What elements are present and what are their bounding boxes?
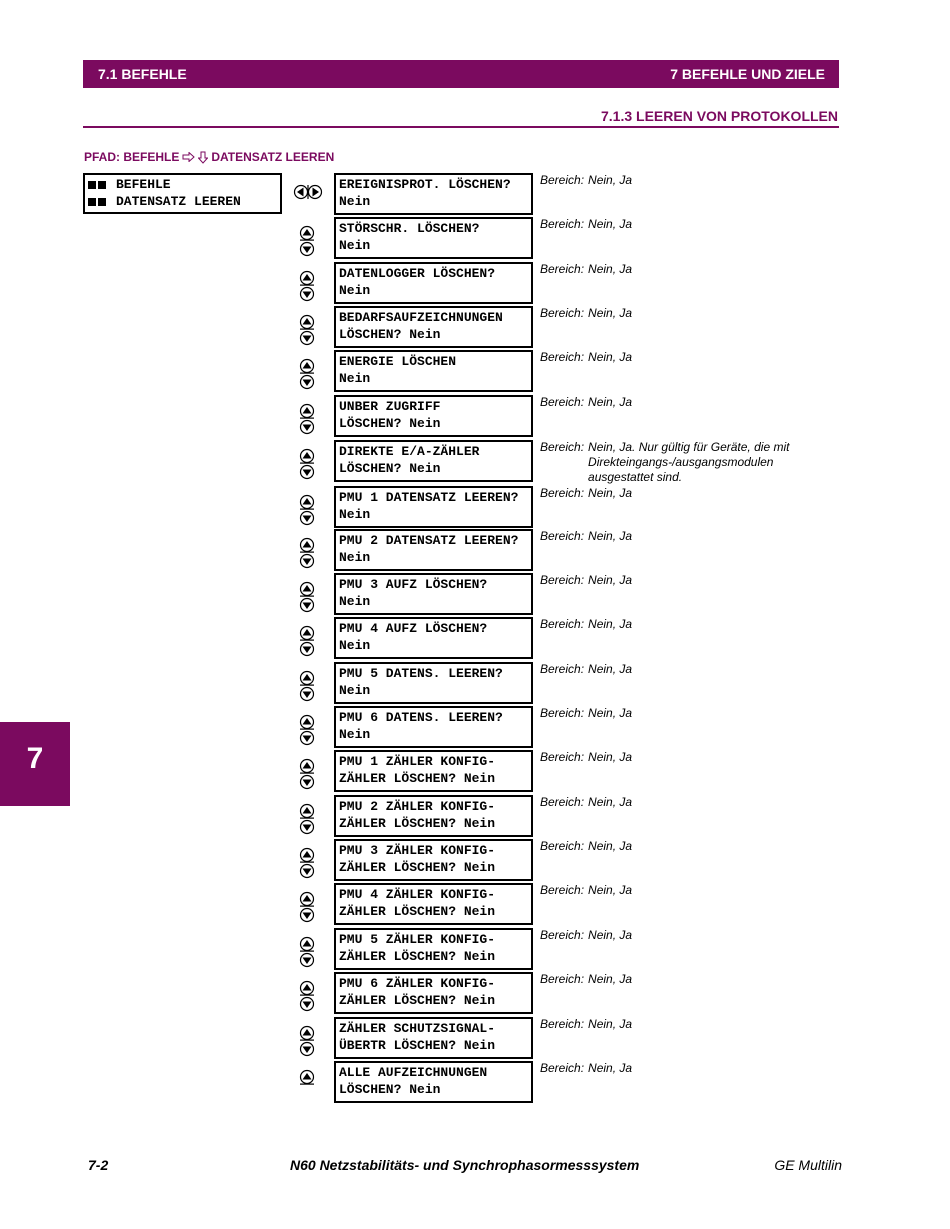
nav-up-down[interactable] xyxy=(299,448,315,480)
footer-page-number: 7-2 xyxy=(88,1157,109,1173)
up-down-arrow-icon xyxy=(299,1025,315,1057)
menu-line-2 xyxy=(88,193,280,210)
up-down-arrow-icon xyxy=(299,358,315,390)
range-value: Nein, Ja xyxy=(588,1017,633,1031)
range-label: Bereich: xyxy=(540,706,585,720)
nav-up-down[interactable] xyxy=(299,270,315,302)
nav-up-down[interactable] xyxy=(299,625,315,657)
setting-line-1: PMU 3 AUFZ LÖSCHEN? xyxy=(339,577,488,592)
range-label: Bereich: xyxy=(540,1061,585,1075)
arrow-down-icon xyxy=(198,151,208,164)
setting-display[interactable] xyxy=(334,795,533,837)
range-value: Nein, Ja xyxy=(588,1061,633,1075)
setting-display[interactable] xyxy=(334,839,533,881)
setting-line-2: LÖSCHEN? Nein xyxy=(339,416,441,431)
setting-line-2: Nein xyxy=(339,727,371,742)
setting-range xyxy=(540,486,800,501)
range-value: Nein, Ja xyxy=(588,883,633,897)
setting-line-2: ZÄHLER LÖSCHEN? Nein xyxy=(339,860,496,875)
breadcrumb-path xyxy=(84,150,334,164)
setting-line-1: ENERGIE LÖSCHEN xyxy=(339,354,457,369)
menu-marker-icon xyxy=(98,181,106,189)
setting-display[interactable] xyxy=(334,486,533,528)
setting-line-2: Nein xyxy=(339,371,371,386)
setting-line-1: UNBER ZUGRIFF xyxy=(339,399,441,414)
setting-range xyxy=(540,750,800,765)
range-label: Bereich: xyxy=(540,217,585,231)
setting-range xyxy=(540,617,800,632)
range-value: Nein, Ja xyxy=(588,928,633,942)
up-down-arrow-icon xyxy=(299,225,315,257)
up-down-arrow-icon xyxy=(299,758,315,790)
setting-line-1: PMU 6 DATENS. LEEREN? xyxy=(339,710,503,725)
range-label: Bereich: xyxy=(540,617,585,631)
range-value: Nein, Ja xyxy=(588,217,633,231)
setting-range xyxy=(540,928,800,943)
setting-display[interactable] xyxy=(334,972,533,1014)
range-value: Nein, Ja xyxy=(588,662,633,676)
range-label: Bereich: xyxy=(540,573,585,587)
left-right-arrow-icon xyxy=(293,184,323,200)
setting-line-2: LÖSCHEN? Nein xyxy=(339,1082,441,1097)
setting-display[interactable] xyxy=(334,306,533,348)
range-value: Nein, Ja xyxy=(588,795,633,809)
up-down-arrow-icon xyxy=(299,980,315,1012)
setting-range xyxy=(540,839,800,854)
up-down-arrow-icon xyxy=(299,494,315,526)
range-label: Bereich: xyxy=(540,529,585,543)
nav-up-down[interactable] xyxy=(299,936,315,968)
up-down-arrow-icon xyxy=(299,714,315,746)
menu-header-box[interactable] xyxy=(83,173,282,214)
setting-display[interactable] xyxy=(334,440,533,482)
setting-line-1: PMU 1 DATENSATZ LEEREN? xyxy=(339,490,519,505)
nav-up-down[interactable] xyxy=(299,581,315,613)
setting-line-2: ZÄHLER LÖSCHEN? Nein xyxy=(339,771,496,786)
setting-display[interactable] xyxy=(334,928,533,970)
range-label: Bereich: xyxy=(540,883,585,897)
nav-up-down[interactable] xyxy=(299,225,315,257)
setting-line-1: PMU 2 DATENSATZ LEEREN? xyxy=(339,533,519,548)
setting-display[interactable] xyxy=(334,1061,533,1103)
range-label: Bereich: xyxy=(540,662,585,676)
setting-line-2: ZÄHLER LÖSCHEN? Nein xyxy=(339,904,496,919)
setting-line-1: DIREKTE E/A-ZÄHLER xyxy=(339,444,480,459)
setting-range xyxy=(540,217,800,232)
setting-range xyxy=(540,573,800,588)
nav-up-down[interactable] xyxy=(299,1025,315,1057)
range-label: Bereich: xyxy=(540,972,585,986)
setting-range xyxy=(540,173,800,188)
up-down-arrow-icon xyxy=(299,448,315,480)
range-value: Nein, Ja xyxy=(588,529,633,543)
nav-up-down[interactable] xyxy=(299,758,315,790)
setting-line-1: PMU 3 ZÄHLER KONFIG- xyxy=(339,843,496,858)
setting-display[interactable] xyxy=(334,262,533,304)
setting-line-2: ZÄHLER LÖSCHEN? Nein xyxy=(339,993,496,1008)
range-label: Bereich: xyxy=(540,395,585,409)
menu-marker-icon xyxy=(98,198,106,206)
range-value: Nein, Ja xyxy=(588,750,633,764)
setting-range xyxy=(540,262,800,277)
header-chapter-left: 7.1 BEFEHLE xyxy=(98,66,187,82)
nav-up-down[interactable] xyxy=(299,847,315,879)
footer-brand: GE Multilin xyxy=(774,1157,842,1173)
setting-range xyxy=(540,972,800,987)
setting-range xyxy=(540,662,800,677)
setting-line-2: Nein xyxy=(339,507,371,522)
setting-display[interactable] xyxy=(334,706,533,748)
setting-range xyxy=(540,395,800,410)
setting-line-1: PMU 2 ZÄHLER KONFIG- xyxy=(339,799,496,814)
setting-line-2: Nein xyxy=(339,638,371,653)
header-chapter-right: 7 BEFEHLE UND ZIELE xyxy=(670,66,825,82)
setting-line-1: DATENLOGGER LÖSCHEN? xyxy=(339,266,496,281)
setting-display[interactable] xyxy=(334,173,533,215)
range-value: Nein, Ja xyxy=(588,350,633,364)
up-down-arrow-icon xyxy=(299,936,315,968)
nav-up[interactable] xyxy=(299,1069,315,1085)
setting-display[interactable] xyxy=(334,883,533,925)
up-down-arrow-icon xyxy=(299,803,315,835)
range-label: Bereich: xyxy=(540,262,585,276)
setting-line-2: Nein xyxy=(339,550,371,565)
range-label: Bereich: xyxy=(540,839,585,853)
setting-display[interactable] xyxy=(334,217,533,259)
up-down-arrow-icon xyxy=(299,670,315,702)
range-value: Nein, Ja xyxy=(588,706,633,720)
setting-line-2: ÜBERTR LÖSCHEN? Nein xyxy=(339,1038,496,1053)
path-prefix: PFAD: BEFEHLE xyxy=(84,150,180,164)
range-label: Bereich: xyxy=(540,795,585,809)
setting-range xyxy=(540,706,800,721)
range-value: Nein, Ja xyxy=(588,573,633,587)
setting-line-1: STÖRSCHR. LÖSCHEN? xyxy=(339,221,480,236)
section-divider xyxy=(83,126,839,128)
range-label: Bereich: xyxy=(540,173,585,187)
range-value: Nein, Ja xyxy=(588,617,633,631)
nav-up-down[interactable] xyxy=(299,803,315,835)
nav-up-down[interactable] xyxy=(299,670,315,702)
nav-up-down[interactable] xyxy=(299,980,315,1012)
up-down-arrow-icon xyxy=(299,537,315,569)
nav-up-down[interactable] xyxy=(299,358,315,390)
range-value: Nein, Ja xyxy=(588,262,633,276)
footer-title: N60 Netzstabilitäts- und Synchrophasormesssystem xyxy=(290,1157,640,1173)
range-label: Bereich: xyxy=(540,1017,585,1031)
setting-line-1: EREIGNISPROT. LÖSCHEN? xyxy=(339,177,511,192)
up-down-arrow-icon xyxy=(299,625,315,657)
setting-display[interactable] xyxy=(334,529,533,571)
nav-up-down[interactable] xyxy=(299,714,315,746)
setting-range xyxy=(540,1061,800,1076)
up-down-arrow-icon xyxy=(299,581,315,613)
setting-display[interactable] xyxy=(334,617,533,659)
menu-marker-icon xyxy=(88,181,96,189)
setting-line-1: PMU 5 DATENS. LEEREN? xyxy=(339,666,503,681)
range-value: Nein, Ja xyxy=(588,839,633,853)
setting-line-2: Nein xyxy=(339,283,371,298)
setting-line-2: Nein xyxy=(339,238,371,253)
range-value: Nein, Ja xyxy=(588,173,633,187)
setting-line-1: BEDARFSAUFZEICHNUNGEN xyxy=(339,310,503,325)
arrow-right-icon xyxy=(182,152,195,162)
up-arrow-icon xyxy=(299,1069,315,1085)
setting-line-2: Nein xyxy=(339,594,371,609)
range-label: Bereich: xyxy=(540,486,585,500)
setting-range xyxy=(540,440,800,485)
setting-range xyxy=(540,529,800,544)
range-label: Bereich: xyxy=(540,750,585,764)
menu-line-2-text: DATENSATZ LEEREN xyxy=(116,194,241,209)
setting-line-1: PMU 4 ZÄHLER KONFIG- xyxy=(339,887,496,902)
setting-range xyxy=(540,306,800,321)
menu-line-1 xyxy=(88,176,280,193)
nav-up-down[interactable] xyxy=(299,494,315,526)
range-value: Nein, Ja xyxy=(588,972,633,986)
range-value: Nein, Ja. Nur gültig für Geräte, die mit Direkteingangs-/ausgangsmodulen ausgestattet sind. xyxy=(588,440,790,484)
nav-up-down[interactable] xyxy=(299,403,315,435)
chapter-tab: 7 xyxy=(0,722,70,806)
setting-display[interactable] xyxy=(334,662,533,704)
up-down-arrow-icon xyxy=(299,847,315,879)
setting-line-1: ZÄHLER SCHUTZSIGNAL- xyxy=(339,1021,496,1036)
path-suffix: DATENSATZ LEEREN xyxy=(211,150,335,164)
setting-line-2: ZÄHLER LÖSCHEN? Nein xyxy=(339,816,496,831)
setting-display[interactable] xyxy=(334,395,533,437)
range-value: Nein, Ja xyxy=(588,395,633,409)
range-label: Bereich: xyxy=(540,306,585,320)
setting-range xyxy=(540,883,800,898)
setting-line-2: ZÄHLER LÖSCHEN? Nein xyxy=(339,949,496,964)
nav-up-down[interactable] xyxy=(299,314,315,346)
up-down-arrow-icon xyxy=(299,403,315,435)
range-label: Bereich: xyxy=(540,440,585,454)
section-title: 7.1.3 LEEREN VON PROTOKOLLEN xyxy=(600,108,838,124)
nav-up-down[interactable] xyxy=(299,891,315,923)
setting-display[interactable] xyxy=(334,1017,533,1059)
up-down-arrow-icon xyxy=(299,314,315,346)
setting-line-2: LÖSCHEN? Nein xyxy=(339,327,441,342)
nav-left-right[interactable] xyxy=(293,184,323,205)
setting-line-1: PMU 1 ZÄHLER KONFIG- xyxy=(339,754,496,769)
menu-line-1-text: BEFEHLE xyxy=(116,177,171,192)
range-value: Nein, Ja xyxy=(588,306,633,320)
setting-line-1: PMU 6 ZÄHLER KONFIG- xyxy=(339,976,496,991)
setting-range xyxy=(540,795,800,810)
range-label: Bereich: xyxy=(540,350,585,364)
header-bar xyxy=(83,60,839,88)
setting-display[interactable] xyxy=(334,573,533,615)
up-down-arrow-icon xyxy=(299,891,315,923)
range-value: Nein, Ja xyxy=(588,486,633,500)
setting-line-1: PMU 4 AUFZ LÖSCHEN? xyxy=(339,621,488,636)
setting-display[interactable] xyxy=(334,350,533,392)
setting-range xyxy=(540,350,800,365)
range-label: Bereich: xyxy=(540,928,585,942)
up-down-arrow-icon xyxy=(299,270,315,302)
setting-line-2: Nein xyxy=(339,194,371,209)
setting-range xyxy=(540,1017,800,1032)
setting-display[interactable] xyxy=(334,750,533,792)
setting-line-2: Nein xyxy=(339,683,371,698)
setting-line-1: PMU 5 ZÄHLER KONFIG- xyxy=(339,932,496,947)
setting-line-1: ALLE AUFZEICHNUNGEN xyxy=(339,1065,488,1080)
nav-up-down[interactable] xyxy=(299,537,315,569)
menu-marker-icon xyxy=(88,198,96,206)
setting-line-2: LÖSCHEN? Nein xyxy=(339,461,441,476)
